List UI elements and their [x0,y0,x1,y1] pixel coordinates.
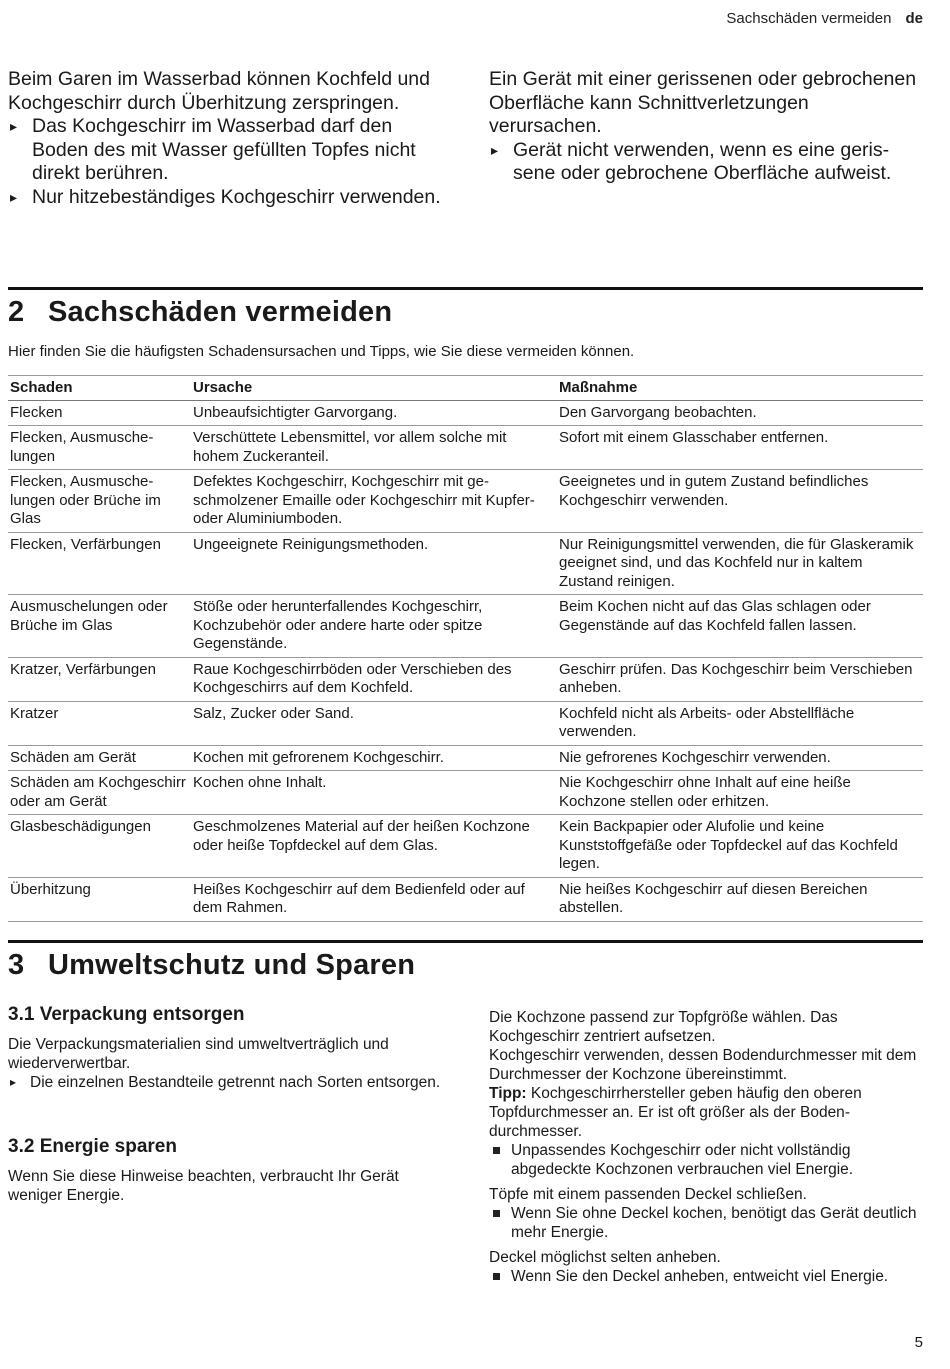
section-divider [8,287,923,290]
table-row [8,532,923,595]
language-code: de [905,10,923,27]
table-cell: Schäden am Gerät [8,745,191,771]
table-cell: Kratzer [8,701,191,745]
paragraph: Wenn Sie diese Hinweise beachten, verbraucht Ihr Gerät weniger Energie. [8,1168,399,1204]
warning-column-right [489,68,921,186]
bullet-item: Wenn Sie den Deckel anheben, entweicht viel Energie. [489,1267,917,1286]
table-cell: Heißes Kochgeschirr auf dem Bedienfeld oder auf dem Rahmen. [191,877,557,921]
table-cell: Nur Reinigungsmittel verwenden, die für Glaskeramik geeignet sind, und das Kochfeld nur in kaltem Zustand reinigen. [557,532,923,595]
instruction-list [8,115,448,209]
table-cell: Geschmolzenes Material auf der heißen Kochzone oder heiße Topfdeckel auf dem Glas. [191,815,557,878]
table-cell: Ausmuschelungen oder Brüche im Glas [8,595,191,658]
warning-text: Ein Gerät mit einer gerissenen oder gebrochenen Oberfläche kann Schnittverletzungen verursachen. [489,68,917,137]
table-cell: Nie gefrorenes Kochgeschirr verwenden. [557,745,923,771]
table-cell: Kochfeld nicht als Arbeits- oder Abstellfläche verwenden. [557,701,923,745]
damage-table [8,375,923,922]
section-number: 3 [8,949,25,981]
table-cell: Den Garvorgang beobachten. [557,400,923,426]
bullet-list [489,1204,917,1242]
table-row [8,595,923,658]
table-row [8,701,923,745]
table-cell: Flecken [8,400,191,426]
paragraph: Töpfe mit einem passenden Deckel schließen. [489,1186,807,1203]
instruction-list [489,139,921,186]
instruction-item: ▸ Nur hitzebeständiges Kochgeschirr verwenden. [8,186,448,210]
table-cell: Nie Kochgeschirr ohne Inhalt auf eine heiße Kochzone stellen oder erhitzen. [557,771,923,815]
table-cell: Kratzer, Verfärbungen [8,657,191,701]
bullet-list [489,1141,917,1179]
table-row [8,745,923,771]
table-cell: Flecken, Ausmuschelungen oder Brüche im Glas [8,470,191,533]
table-cell: Beim Kochen nicht auf das Glas schlagen oder Gegenstände auf das Kochfeld fallen lassen. [557,595,923,658]
bullet-item: Unpassendes Kochgeschirr oder nicht vollständig abgedeckte Kochzonen verbrauchen viel Energie. [489,1141,917,1179]
warning-text: Beim Garen im Wasserbad können Kochfeld und Kochgeschirr durch Überhitzung zerspringen. [8,68,431,114]
table-cell: Salz, Zucker oder Sand. [191,701,557,745]
table-cell: Flecken, Ausmuschelungen [8,426,191,470]
table-cell: Defektes Kochgeschirr, Kochgeschirr mit geschmolzener Emaille oder Kochgeschirr mit Kupfer- oder Aluminiumboden. [191,470,557,533]
instruction-item: ▸ Die einzelnen Bestandteile getrennt nach Sorten entsorgen. [8,1073,446,1092]
section-divider [8,940,923,943]
table-cell: Geeignetes und in gutem Zustand befindliches Kochgeschirr verwenden. [557,470,923,533]
table-header-row [8,376,923,401]
column-header: Ursache [191,376,557,401]
energy-intro [8,1167,446,1205]
table-cell: Geschirr prüfen. Das Kochgeschirr beim Verschieben anheben. [557,657,923,701]
table-cell: Stöße oder herunterfallendes Kochgeschirr, Kochzubehör oder andere harte oder spitze Gegenstände. [191,595,557,658]
tip-paragraph [489,1084,917,1141]
subsection-heading: 3.1 Verpackung entsorgen [8,1004,245,1025]
paragraph: Deckel möglichst selten anheben. [489,1249,721,1266]
section-intro: Hier finden Sie die häufigsten Schadensursachen und Tipps, wie Sie diese vermeiden können. [8,343,635,360]
table-cell: Glasbeschädigungen [8,815,191,878]
table-cell: Kochen ohne Inhalt. [191,771,557,815]
table-cell: Verschüttete Lebensmittel, vor allem solche mit hohem Zuckeranteil. [191,426,557,470]
table-cell: Ungeeignete Reinigungsmethoden. [191,532,557,595]
instruction-item: ▸ Gerät nicht verwenden, wenn es eine gerissene oder gebrochene Oberfläche aufweist. [489,139,921,186]
packaging-text [8,1035,446,1092]
page-number: 5 [914,1334,923,1351]
table-cell: Raue Kochgeschirrböden oder Verschieben des Kochgeschirrs auf dem Kochfeld. [191,657,557,701]
table-row [8,470,923,533]
table-row [8,877,923,921]
table-cell: Schäden am Kochgeschirr oder am Gerät [8,771,191,815]
table-cell: Kochen mit gefrorenem Kochgeschirr. [191,745,557,771]
column-header: Schaden [8,376,191,401]
table-row [8,657,923,701]
section-title: Sachschäden vermeiden [48,296,393,328]
subsection-heading: 3.2 Energie sparen [8,1136,177,1157]
energy-tips-column [489,1008,917,1286]
header-title: Sachschäden vermeiden [726,10,892,27]
tip-text: Kochgeschirrhersteller geben häufig den oberen Topfdurchmesser an. Er ist oft größer als der Bodendurchmesser. [489,1085,862,1140]
table-cell: Sofort mit einem Glasschaber entfernen. [557,426,923,470]
bullet-item: Wenn Sie ohne Deckel kochen, benötigt das Gerät deutlich mehr Energie. [489,1204,917,1242]
instruction-item: ▸ Das Kochgeschirr im Wasserbad darf den Boden des mit Wasser gefüllten Topfes nicht direkt berühren. [8,115,448,186]
running-header [726,10,923,27]
table-row [8,426,923,470]
instruction-list [8,1073,446,1092]
bullet-list [489,1267,917,1286]
warning-column-left [8,68,448,209]
column-header: Maßnahme [557,376,923,401]
table-row [8,815,923,878]
table-cell: Nie heißes Kochgeschirr auf diesen Bereichen abstellen. [557,877,923,921]
table-cell: Flecken, Verfärbungen [8,532,191,595]
paragraph: Kochgeschirr verwenden, dessen Bodendurchmesser mit dem Durchmesser der Kochzone übereinstimmt. [489,1047,917,1083]
section-heading [8,296,392,329]
table-row [8,771,923,815]
paragraph: Die Kochzone passend zur Topfgröße wählen. Das Kochgeschirr zentriert aufsetzen. [489,1009,838,1045]
section-number: 2 [8,296,25,328]
section-heading [8,949,415,982]
paragraph: Die Verpackungsmaterialien sind umweltverträglich und wiederverwertbar. [8,1036,389,1072]
table-cell: Unbeaufsichtigter Garvorgang. [191,400,557,426]
tip-label: Tipp: [489,1085,527,1102]
section-title: Umweltschutz und Sparen [48,949,416,981]
table-cell: Kein Backpapier oder Alufolie und keine Kunststoffgefäße oder Topfdeckel auf das Kochfeld legen. [557,815,923,878]
table-cell: Überhitzung [8,877,191,921]
table-row [8,400,923,426]
